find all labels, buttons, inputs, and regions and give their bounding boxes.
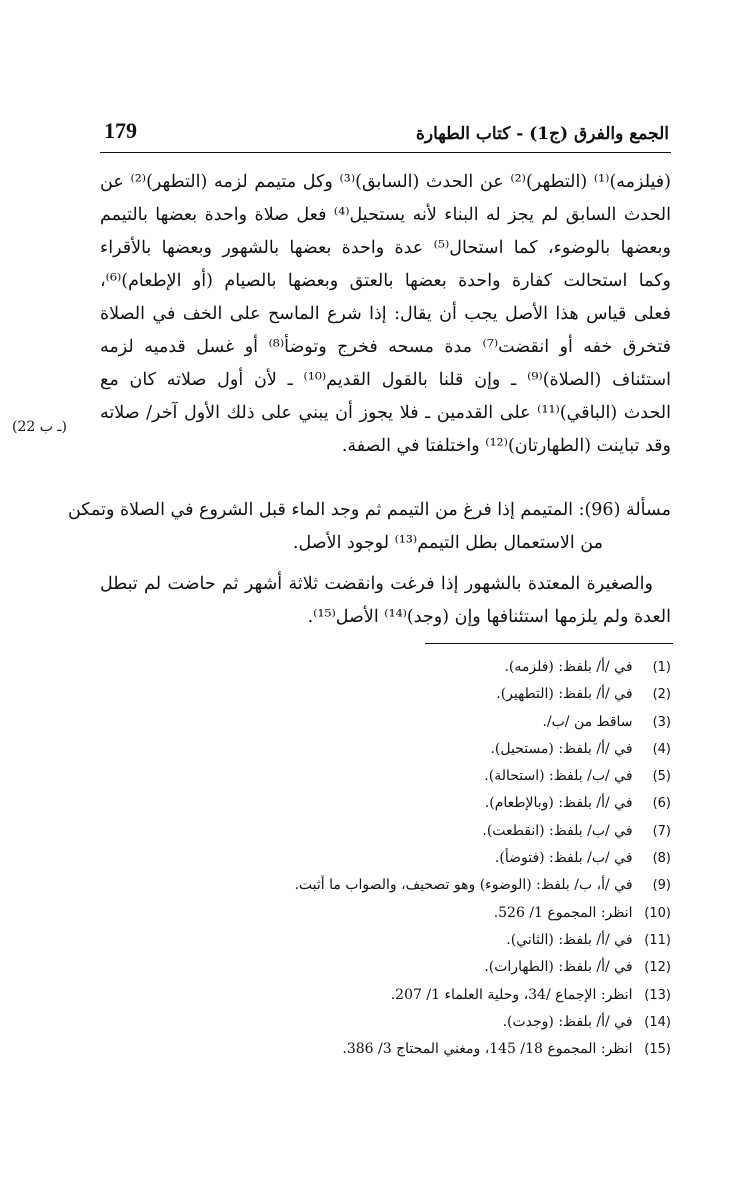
- body-line: فتخرق خفه أو انقضت⁽⁷⁾ مدة مسحه فخرج وتوضأ⁽⁸⁾ أو غسل قدميه لزمه: [100, 337, 671, 357]
- body-line: استئناف (الصلاة)⁽⁹⁾ ـ وإن قلنا بالقول القديم⁽¹⁰⁾ ـ لأن أول صلاته كان مع: [100, 370, 671, 390]
- footnote-number: (14): [644, 1014, 671, 1030]
- footnote-text: في /أ/ بلفظ: (وبالإطعام).: [484, 795, 633, 812]
- footnote-number: (5): [652, 769, 671, 785]
- issue-line: مسألة (96): المتيمم إذا فرغ من التيمم ثم وجد الماء قبل الشروع في الصلاة وتمكن: [67, 500, 671, 520]
- footnote-number: (4): [652, 741, 671, 757]
- footnote: [294, 1009, 671, 1036]
- footnote-rule: [425, 643, 673, 644]
- footnote-number: (6): [652, 796, 671, 812]
- footnote: [294, 900, 671, 927]
- footnote: [294, 654, 671, 681]
- footnotes-list: [294, 654, 671, 1063]
- footnote: [294, 763, 671, 790]
- footnote: [294, 872, 671, 899]
- body-line: الحدث (الباقي)⁽¹¹⁾ على القدمين ـ فلا يجوز أن يبني على ذلك الأول آخر/ صلاته: [100, 403, 671, 423]
- main-paragraph: [100, 166, 671, 463]
- footnote: [294, 818, 671, 845]
- footnote: [294, 709, 671, 736]
- body-line: الحدث السابق لم يجز له البناء لأنه يستحيل⁽⁴⁾ فعل صلاة واحدة بعضها بالتيمم: [100, 205, 671, 225]
- footnote-text: في /أ/ بلفظ: (وجدت).: [502, 1013, 633, 1030]
- footnote: [294, 954, 671, 981]
- footnote-number: (13): [644, 987, 671, 1003]
- footnote: [294, 736, 671, 763]
- second-paragraph: [100, 568, 671, 634]
- footnote-text: انظر: المجموع 1/ 526.: [493, 904, 633, 921]
- footnote: [294, 982, 671, 1009]
- footnote-number: (7): [652, 823, 671, 839]
- footnote-number: (15): [644, 1042, 671, 1058]
- body-line: (فيلزمه)⁽¹⁾ (التطهر)⁽²⁾ عن الحدث (السابق)⁽³⁾ وكل متيمم لزمه (التطهر)⁽²⁾ عن: [100, 172, 671, 192]
- footnote-text: في /أ/ بلفظ: (الطهارات).: [484, 959, 633, 976]
- paragraph-line: والصغيرة المعتدة بالشهور إذا فرغت وانقضت ثلاثة أشهر ثم حاضت لم تبطل: [100, 574, 653, 594]
- footnote: [294, 790, 671, 817]
- footnote-number: (2): [652, 687, 671, 703]
- footnote: [294, 845, 671, 872]
- footnote-number: (12): [644, 960, 671, 976]
- footnote-text: انظر: المجموع 18/ 145، ومغني المحتاج 3/ 386.: [342, 1041, 633, 1058]
- footnote-text: في /أ/ بلفظ: (مستحيل).: [490, 740, 633, 757]
- paragraph-line: العدة ولم يلزمها استئنافها وإن (وجد)⁽¹⁴⁾ الأصل⁽¹⁵⁾.: [307, 607, 671, 627]
- footnote-text: في /أ/ بلفظ: (التطهير).: [496, 686, 633, 703]
- footnote-text: انظر: الإجماع /34، وحلية العلماء 1/ 207.: [390, 986, 633, 1003]
- footnote-number: (8): [652, 851, 671, 867]
- footnote: [294, 927, 671, 954]
- page-number: 179: [104, 118, 137, 143]
- body-line: فعلى قياس هذا الأصل يجب أن يقال: إذا شرع الماسح على الخف في الصلاة: [100, 304, 671, 324]
- footnote-number: (9): [652, 878, 671, 894]
- footnote-text: في /ب/ بلفظ: (انقطعت).: [482, 822, 633, 839]
- issue-96: [67, 494, 671, 560]
- body-line: وقد تباينت (الطهارتان)⁽¹²⁾ واختلفتا في الصفة.: [341, 436, 671, 456]
- header-rule: [100, 152, 671, 153]
- footnote-number: (1): [652, 660, 671, 675]
- footnote: [294, 681, 671, 708]
- running-header: الجمع والفرق (ج1) - كتاب الطهارة: [416, 124, 669, 144]
- body-line: وبعضها بالوضوء، كما استحال⁽⁵⁾ عدة واحدة بعضها بالشهور وبعضها بالأقراء: [100, 238, 672, 258]
- body-line: وكما استحالت كفارة واحدة بعضها بالعتق وبعضها بالصيام (أو الإطعام)⁽⁶⁾،: [100, 271, 671, 291]
- footnote-number: (3): [652, 714, 671, 730]
- footnote-text: ساقط من /ب/.: [542, 713, 633, 730]
- footnote-text: في /ب/ بلفظ: (استحالة).: [484, 768, 633, 785]
- margin-note: (22 ـ ب): [12, 419, 67, 435]
- footnote-text: في /ب/ بلفظ: (فتوضأ).: [494, 850, 633, 867]
- footnote-number: (10): [644, 905, 671, 921]
- footnote-number: (11): [644, 932, 671, 948]
- footnote-text: في /أ، ب/ بلفظ: (الوضوء) وهو تصحيف، والصواب ما أثبت.: [294, 877, 633, 894]
- footnote: [294, 1036, 671, 1063]
- footnote-text: في /أ/ بلفظ: (فلزمه).: [504, 659, 633, 675]
- issue-line: من الاستعمال بطل التيمم⁽¹³⁾ لوجود الأصل.: [292, 533, 603, 553]
- footnote-text: في /أ/ بلفظ: (الثاني).: [506, 931, 633, 948]
